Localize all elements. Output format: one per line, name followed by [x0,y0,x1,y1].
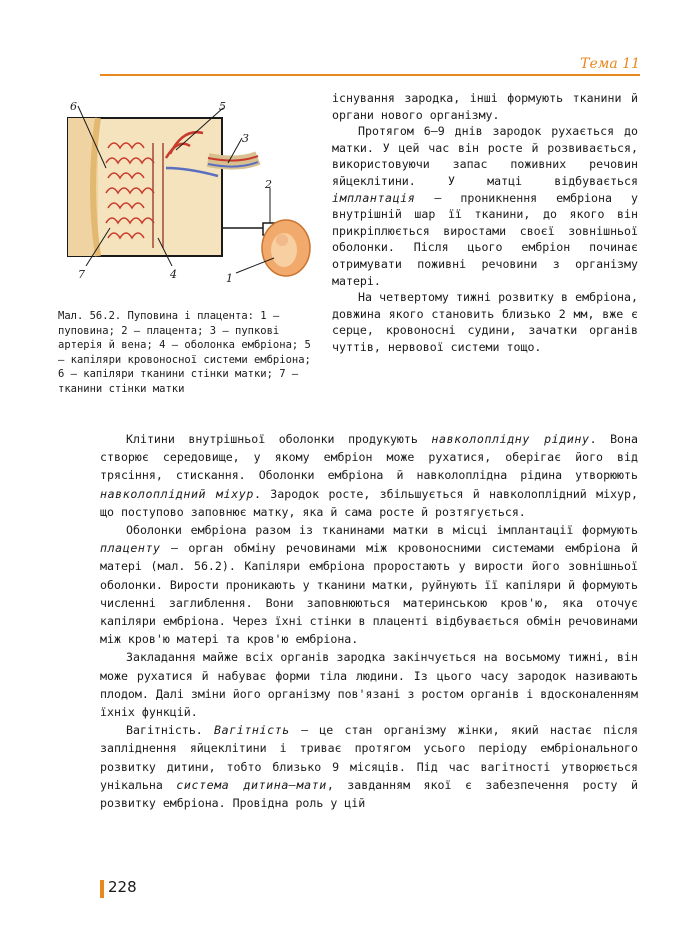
figure-label-7: 7 [78,268,85,281]
placenta-figure [58,88,318,298]
term-pregnancy: Вагітність [214,723,290,738]
topic-label: Тема 11 [580,56,640,72]
main-p1-text-a: Клітини внутрішньої оболонки продукують [126,432,432,446]
term-implantation: імплантація [332,190,416,205]
figure-label-2: 2 [265,178,272,191]
caption-prefix: Мал. 56.2. Пуповина і плацента: [58,310,261,322]
main-p1-text-c: . Зародок росте, збільшується й навколоплідний міхур, що поступово заповнює матку, яка й сама росте й розтягується. [100,486,638,519]
main-p2-text-b: — орган обміну речовинами між кровоносними системами ембріона й матері (мал. 56.2). Капіляри ембріона проростають у вирости його зовнішньої оболонки. Вирости проникають у тканини матки, руйнують її капіляри й формують численні заглиблення. Вони заповнюються материнською кров'ю, яка оточує капіляри ембріона. Через їхні стінки в плаценті відбувається обмін речовинами між кров'ю матері та кров'ю ембріона. [100,541,638,647]
column-paragraph-1: існування зародка, інші формують тканини й органи нового організму. [332,91,638,122]
term-amniotic-sac: навколоплідний міхур [100,486,254,501]
figure-label-1: 1 [226,272,233,285]
main-p4-text-a: Вагітність. [126,723,215,738]
main-paragraph-3: Закладання майже всіх органів зародка закінчується на восьмому тижні, він може рухатися й набуває форми тіла людини. Із цього часу зародок називають плодом. Далі зміни його організму пов'язані з ростом органів і вдосконаленням їхніх функцій. [100,650,638,720]
caption-text: 1 — пуповина; 2 — плацента; 3 — пупкові артерія й вена; 4 — оболонка ембріона; 5 — капіляри кровоносної системи ембріона; 6 — капіляри тканини стінки матки; 7 — тканини стінки матки [58,310,311,395]
side-column-text [332,90,638,356]
column-paragraph-3: На четвертому тижні розвитку в ембріона, довжина якого становить близько 2 мм, вже є серце, кровоносні судини, зачатки органів чуттів, нервової системи тощо. [332,290,638,354]
page-number-marker [100,880,104,898]
term-amniotic-fluid: навколоплідну рідину [431,432,590,446]
page-number: 228 [108,878,137,896]
main-p4-text-c: , завданням якої є забезпечення росту й розвитку ембріона. Провідна роль у цій [100,777,638,811]
column-p2-text-b: — проникнення ембріона у внутрішній шар її тканини, до якого він прикріплюється виростами своєї зовнішньої оболонки. Після цього ембріон починає отримувати поживні речовини з організму матері. [332,190,638,288]
main-paragraph-4 [100,721,638,812]
main-p2-text-a: Оболонки ембріона разом із тканинами матки в місці імплантації формують [126,523,638,538]
column-p2-text-a: Протягом 6–9 днів зародок рухається до матки. У цей час він росте й розвивається, використовуючи запас поживних речовин яйцеклітини. У матці відбувається [332,124,638,188]
figure-label-4: 4 [170,268,177,281]
main-paragraph-2 [100,521,638,648]
column-paragraph-2 [332,123,638,289]
figure-caption [58,309,316,396]
term-child-mother-system: система дитина–мати [176,777,327,792]
main-paragraph-1 [100,430,638,521]
main-p1-text-b: . Вона створює середовище, у якому ембріон може рухатися, оберігає його від трясіння, стискання. Оболонки ембріона й навколоплідна рідина утворюють [100,432,638,483]
header-rule [100,74,640,76]
placenta-illustration [58,88,318,298]
figure-label-3: 3 [242,132,249,145]
main-p4-text-b: — це стан організму жінки, який настає після запліднення яйцеклітини і триває протягом усього періоду ембріонального розвитку дитини, тобто близько 9 місяців. Під час вагітності утворюється унікальна [100,723,639,792]
figure-label-6: 6 [70,100,77,113]
main-body-text [100,430,638,812]
figure-label-5: 5 [219,100,226,113]
term-placenta: плаценту [100,541,161,556]
